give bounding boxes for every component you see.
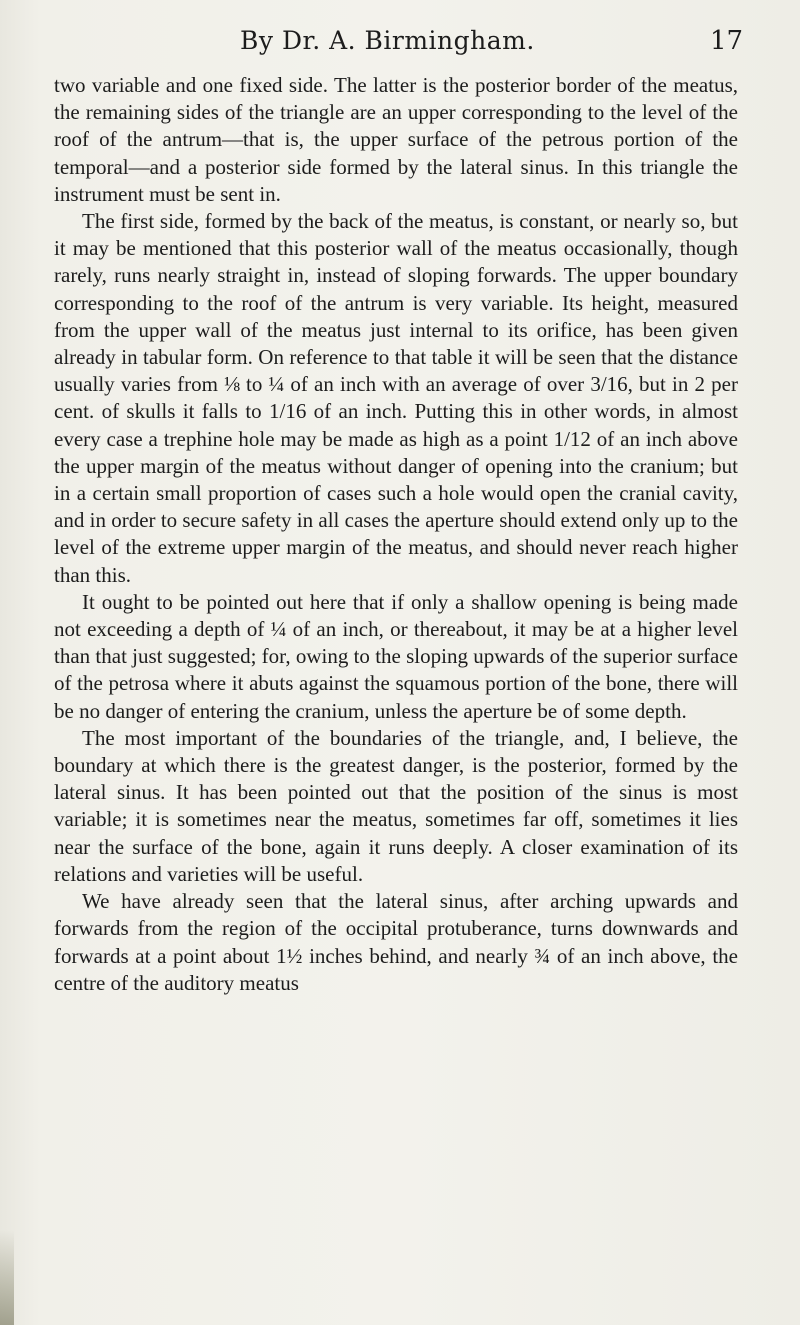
paragraph: We have already seen that the lateral sinus, after arching upwards and forwards from the region of the occipital protuberance, turns downwards and forwards at a point about 1½ inches behind, and nearly ¾ of an inch above, the centre of the auditory meatus — [54, 889, 738, 995]
running-head: By Dr. A. Birmingham. — [240, 26, 535, 55]
paragraph: The first side, formed by the back of the meatus, is constant, or nearly so, but it may be mentioned that this posterior wall of the meatus occasionally, though rarely, runs nearly straight in, instead of sloping forwards. The upper boundary corresponding to the roof of the antrum is very variable. Its height, measured from the upper wall of the meatus just internal to its orifice, has been given already in tabular form. On reference to that table it will be seen that the distance usually varies from ⅛ to ¼ of an inch with an average of over 3/16, but in 2 per cent. of skulls it falls to 1/16 of an inch. Putting this in other words, in almost every case a trephine hole may be made as high as a point 1/12 of an inch above the upper margin of the meatus without danger of opening into the cranium; but in a certain small proportion of cases such a hole would open the cranial cavity, and in order to secure safety in all cases the aperture should extend only up to the level of the extreme upper margin of the meatus, and should never reach higher than this. — [54, 209, 738, 587]
page-number: 17 — [710, 26, 744, 56]
paragraph-continued: two variable and one fixed side. The latter is the posterior border of the meatus, the remaining sides of the triangle are an upper corresponding to the level of the roof of the antrum—that is, the upper surface of the petrous portion of the temporal—and a posterior side formed by the lateral sinus. In this triangle the instrument must be sent in. — [54, 73, 738, 206]
paragraph: The most important of the boundaries of the triangle, and, I believe, the boundary at which there is the greatest danger, is the posterior, formed by the lateral sinus. It has been pointed out that the position of the sinus is most variable; it is sometimes near the meatus, sometimes far off, sometimes it lies near the surface of the bone, again it runs deeply. A closer examination of its relations and varieties will be useful. — [54, 725, 738, 886]
page-header — [0, 26, 800, 66]
body-text — [54, 72, 738, 997]
paragraph: It ought to be pointed out here that if only a shallow opening is being made not exceeding a depth of ¼ of an inch, or thereabout, it may be at a higher level than that just suggested; for, owing to the sloping upwards of the superior surface of the petrosa where it abuts against the squamous portion of the bone, there will be no danger of entering the cranium, unless the aperture be of some depth. — [54, 589, 738, 723]
page-edge-shadow — [0, 1230, 14, 1325]
